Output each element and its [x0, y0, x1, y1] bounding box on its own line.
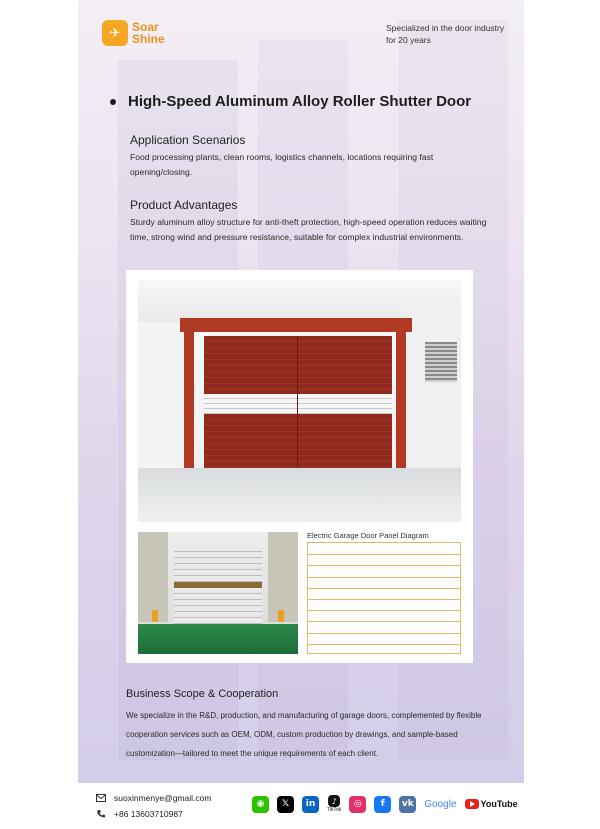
logo-name-line2: Shine	[132, 32, 165, 46]
diagram-slat-line	[308, 577, 460, 578]
logo-wordmark	[132, 21, 165, 45]
social-links	[252, 795, 518, 813]
section-heading-advantages: Product Advantages	[130, 198, 238, 212]
product-title	[110, 93, 471, 110]
email-text: suoxinmenye@gmail.com	[114, 793, 212, 803]
mail-icon	[96, 793, 106, 803]
bullet-icon	[110, 99, 116, 105]
business-body: We specialize in the R&D, production, and manufacturing of garage doors, complemented by flexible cooperation services such as OEM, ODM, custom production by drawings, and sample-based customization—tailored to meet the unique requirements of each client.	[126, 711, 482, 758]
contact-email[interactable]	[96, 793, 211, 803]
section-heading-application: Application Scenarios	[130, 133, 246, 147]
business-heading: Business Scope & Cooperation	[126, 688, 279, 700]
diagram-slat-line	[308, 599, 460, 600]
door-vision-window	[204, 394, 392, 414]
logo-icon: ✈	[102, 20, 128, 46]
diagram-slat-line	[308, 644, 460, 645]
logo-name-line1: Soar	[132, 20, 159, 34]
youtube-label: YouTube	[480, 799, 518, 809]
tiktok-link[interactable]	[327, 795, 341, 813]
door-panel-diagram	[307, 542, 461, 654]
x-icon[interactable]: 𝕏	[277, 796, 294, 813]
diagram-slat-line	[308, 610, 460, 611]
phone-text: +86 13603710987	[114, 809, 183, 819]
tiktok-icon[interactable]: ♪	[328, 795, 340, 807]
tiktok-label: TikTok	[327, 807, 342, 813]
brand-tagline	[386, 22, 516, 46]
section-body-advantages: Sturdy aluminum alloy structure for anti-theft protection, high-speed operation reduces waiting time, strong wind and pressure resistance, suitable for complex industrial environments.	[130, 217, 487, 242]
youtube-link[interactable]	[465, 799, 518, 809]
brand-logo[interactable]	[102, 20, 165, 46]
diagram-slat-line	[308, 621, 460, 622]
product-photo-installed	[138, 532, 298, 654]
diagram-slat-line	[308, 554, 460, 555]
linkedin-icon[interactable]: in	[302, 796, 319, 813]
product-photo-panel	[126, 270, 473, 663]
diagram-slat-line	[308, 633, 460, 634]
product-title-text: High-Speed Aluminum Alloy Roller Shutter Door	[128, 93, 472, 110]
section-body-application: Food processing plants, clean rooms, logistics channels, locations requiring fast opening/closing.	[130, 152, 434, 177]
tagline-line1: Specialized in the door industry	[386, 23, 505, 33]
diagram-slat-line	[308, 588, 460, 589]
product-photo-main	[138, 280, 461, 522]
contact-phone[interactable]	[96, 809, 183, 819]
wall-vent	[425, 342, 457, 382]
wechat-icon[interactable]: ◉	[252, 796, 269, 813]
instagram-icon[interactable]: ◎	[349, 796, 366, 813]
diagram-slat-line	[308, 565, 460, 566]
tagline-line2: for 20 years	[386, 35, 431, 45]
facebook-icon[interactable]: f	[374, 796, 391, 813]
phone-icon	[96, 809, 106, 819]
youtube-icon	[465, 799, 479, 809]
diagram-title: Electric Garage Door Panel Diagram	[307, 531, 429, 540]
vk-icon[interactable]: vk	[399, 796, 416, 813]
google-link[interactable]: Google	[424, 798, 457, 810]
